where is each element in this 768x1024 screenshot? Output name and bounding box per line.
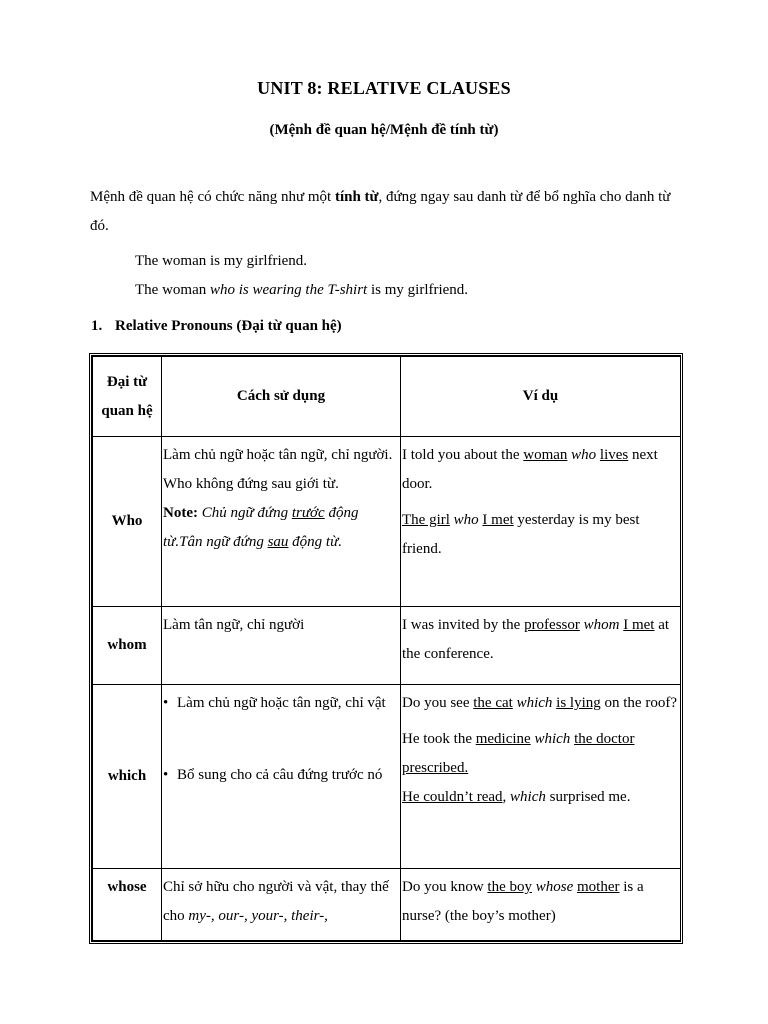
term-whose: whose (93, 869, 162, 941)
page-title: UNIT 8: RELATIVE CLAUSES (257, 78, 511, 98)
usage-whose-text: Chỉ sở hữu cho người và vật, thay thế cho my-, our-, your-, their-, (163, 879, 389, 924)
example-whom-1: I was invited by the professor whom I met at the conference. (402, 617, 670, 662)
note-part-a: Chủ ngữ đứng (197, 505, 292, 521)
example-who (401, 437, 681, 607)
example-sentence-1: The woman is my girlfriend. (135, 253, 308, 269)
intro-bold: tính từ (334, 189, 379, 205)
note-part-e: sau (267, 534, 289, 550)
usage-who-text: Làm chủ ngữ hoặc tân ngữ, chỉ người. Who không đứng sau giới từ. (163, 447, 393, 492)
note-part-b: trước (291, 505, 325, 521)
example-whose (401, 869, 681, 941)
bullet-icon: • (163, 695, 169, 711)
usage-whom-text: Làm tân ngữ, chỉ người (163, 617, 305, 633)
example-who-1: I told you about the woman who lives next door. (402, 447, 658, 492)
intro-text-1: Mệnh đề quan hệ có chức năng như một (90, 189, 335, 205)
note-part-d: Tân ngữ đứng (179, 534, 268, 550)
table-header-row (93, 357, 681, 437)
note-part-c: động từ. (163, 505, 359, 550)
example-which-1: Do you see the cat which is lying on the roof? (402, 695, 677, 711)
section-heading (91, 318, 342, 335)
usage-which-1: • Làm chủ ngữ hoặc tân ngữ, chỉ vật (163, 689, 400, 718)
term-who: Who (93, 437, 162, 607)
section-number: 1. (91, 318, 103, 334)
relative-pronouns-table (89, 353, 683, 944)
example-sentence-2 (135, 282, 468, 299)
page-subtitle: (Mệnh đề quan hệ/Mệnh đề tính từ) (269, 122, 499, 138)
table-row (93, 607, 681, 685)
intro-paragraph (90, 183, 680, 241)
example-which-3: He couldn’t read, which surprised me. (402, 789, 631, 805)
usage-who (162, 437, 401, 607)
example2-after: is my girlfriend. (367, 282, 469, 298)
example-who-2: The girl who I met yesterday is my best friend. (402, 512, 640, 557)
section-title: Relative Pronouns (Đại từ quan hệ) (115, 318, 342, 334)
example-which-2: He took the medicine which the doctor prescribed. (402, 731, 635, 776)
table-row (93, 437, 681, 607)
example-which (401, 685, 681, 869)
bullet-icon: • (163, 767, 169, 783)
header-pronoun: Đại từ quan hệ (93, 357, 162, 437)
header-example: Ví dụ (401, 357, 681, 437)
usage-whom (162, 607, 401, 685)
usage-which-2: • Bổ sung cho cả câu đứng trước nó (163, 761, 400, 790)
table-row (93, 685, 681, 869)
table-row (93, 869, 681, 941)
usage-whose (162, 869, 401, 941)
note-label: Note: (163, 505, 198, 521)
example-whose-1: Do you know the boy whose mother is a nurse? (the boy’s mother) (402, 879, 644, 924)
header-usage: Cách sử dụng (162, 357, 401, 437)
example2-before: The woman (135, 282, 210, 298)
term-which: which (93, 685, 162, 869)
example2-italic: who is wearing the T-shirt (209, 282, 368, 298)
note-part-f: động từ. (288, 534, 343, 550)
example-whom (401, 607, 681, 685)
intro-text-2: , đứng ngay sau danh từ để bổ nghĩa cho danh từ đó. (90, 189, 671, 234)
term-whom: whom (93, 607, 162, 685)
usage-which (162, 685, 401, 869)
